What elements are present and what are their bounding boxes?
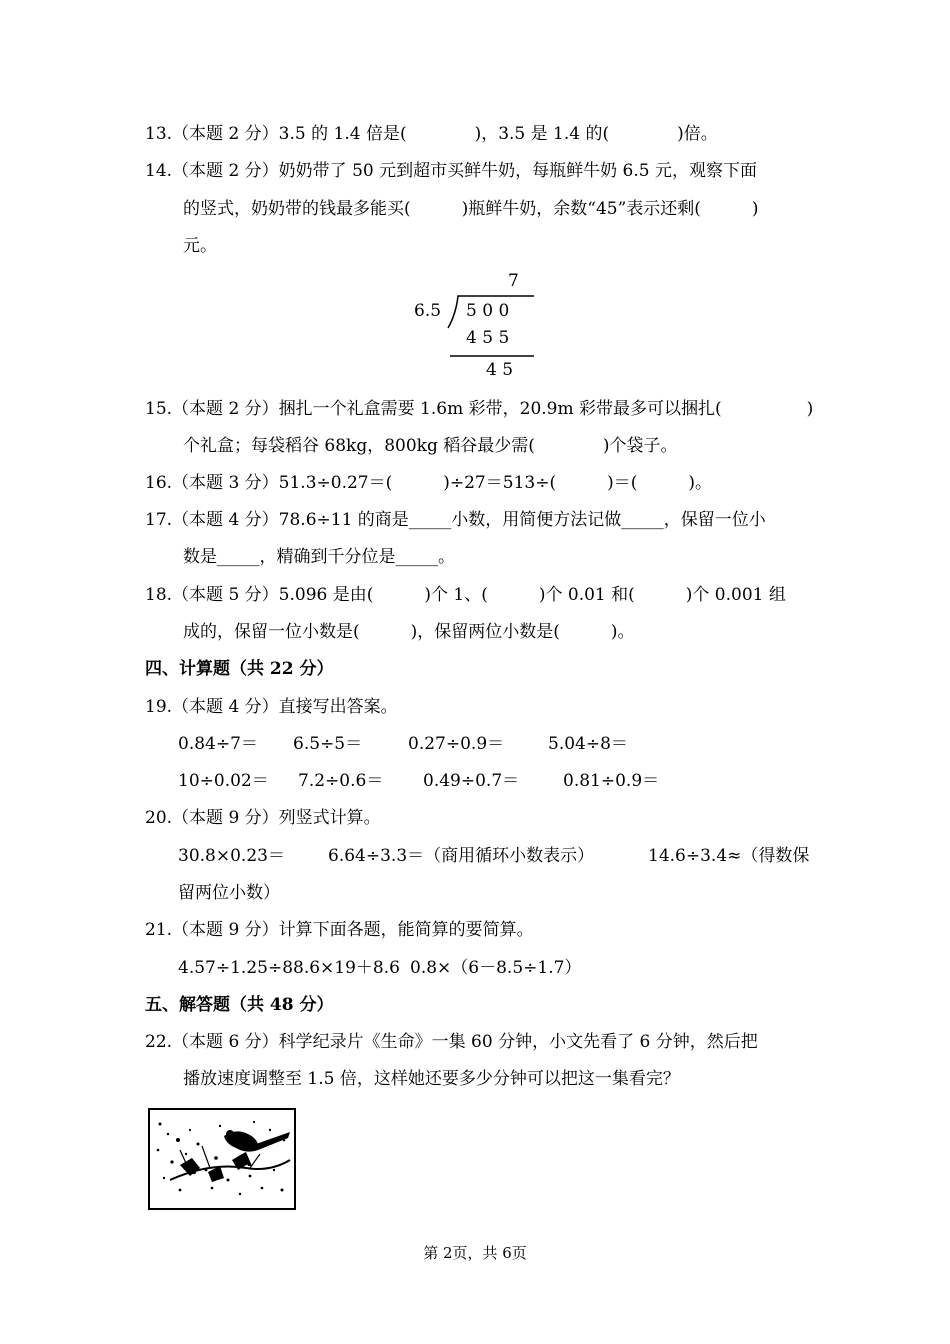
question-15-line-2: 个礼盒；每袋稻谷 68kg，800kg 稻谷最少需( )个袋子。 <box>183 436 678 456</box>
question-19-title: 19.（本题 4 分）直接写出答案。 <box>145 697 398 717</box>
question-13: 13.（本题 2 分）3.5 的 1.4 倍是( )，3.5 是 1.4 的( )倍。 <box>145 124 718 144</box>
question-20-title: 20.（本题 9 分）列竖式计算。 <box>145 808 381 828</box>
bird-on-branch-icon <box>150 1110 294 1208</box>
page-footer: 第 2页，共 6页 <box>423 1244 527 1262</box>
question-21-title: 21.（本题 9 分）计算下面各题，能简算的要简算。 <box>145 920 534 940</box>
division-bracket <box>410 266 550 386</box>
long-division-figure <box>410 266 550 386</box>
division-dividend: 5 0 0 <box>466 301 510 321</box>
q21-item: 0.8×（6－8.5÷1.7） <box>410 958 582 978</box>
q20-item: 30.8×0.23＝ <box>178 846 285 866</box>
question-15-line-1: 15.（本题 2 分）捆扎一个礼盒需要 1.6m 彩带，20.9m 彩带最多可以捆扎( ) <box>145 399 814 419</box>
question-18-line-2: 成的，保留一位小数是( )，保留两位小数是( )。 <box>183 622 635 642</box>
division-product: 4 5 5 <box>466 328 510 348</box>
q19-item: 0.84÷7＝ <box>178 734 258 754</box>
q19-item: 10÷0.02＝ <box>178 771 269 791</box>
question-22-line-2: 播放速度调整至 1.5 倍，这样她还要多少分钟可以把这一集看完？ <box>183 1069 680 1089</box>
q21-item: 4.57÷1.25÷8 <box>178 958 294 978</box>
q20-item: 14.6÷3.4≈（得数保 <box>648 846 810 866</box>
division-remainder: 4 5 <box>486 360 514 380</box>
section-4-title: 四、计算题（共 22 分） <box>145 659 334 679</box>
q19-item: 5.04÷8＝ <box>548 734 628 754</box>
q19-item: 6.5÷5＝ <box>293 734 363 754</box>
section-5-title: 五、解答题（共 48 分） <box>145 995 334 1015</box>
question-17-line-2: 数是_____，精确到千分位是_____。 <box>183 547 455 567</box>
question-17-line-1: 17.（本题 4 分）78.6÷11 的商是_____小数，用简便方法记做_____，保留一位小 <box>145 510 766 530</box>
q19-item: 0.27÷0.9＝ <box>408 734 505 754</box>
division-quotient: 7 <box>508 271 519 291</box>
division-divisor: 6.5 <box>414 301 442 321</box>
q19-item: 0.49÷0.7＝ <box>423 771 520 791</box>
q20-item: 6.64÷3.3＝（商用循环小数表示） <box>328 846 595 866</box>
question-16: 16.（本题 3 分）51.3÷0.27＝( )÷27＝513÷( )＝( )。 <box>145 473 712 493</box>
q19-item: 7.2÷0.6＝ <box>298 771 384 791</box>
q20-item-continued: 留两位小数） <box>178 883 280 903</box>
question-18-line-1: 18.（本题 5 分）5.096 是由( )个 1、( )个 0.01 和( )个 0.001 组 <box>145 585 786 605</box>
question-14-line-3: 元。 <box>183 236 217 256</box>
bird-illustration <box>148 1108 296 1210</box>
question-14-line-2: 的竖式，奶奶带的钱最多能买( )瓶鲜牛奶，余数“45”表示还剩( ) <box>183 199 759 219</box>
q19-item: 0.81÷0.9＝ <box>563 771 660 791</box>
question-22-line-1: 22.（本题 6 分）科学纪录片《生命》一集 60 分钟，小文先看了 6 分钟，然后把 <box>145 1032 758 1052</box>
question-14-line-1: 14.（本题 2 分）奶奶带了 50 元到超市买鲜牛奶，每瓶鲜牛奶 6.5 元，观察下面 <box>145 161 757 181</box>
q21-item: 8.6×19＋8.6 <box>293 958 400 978</box>
